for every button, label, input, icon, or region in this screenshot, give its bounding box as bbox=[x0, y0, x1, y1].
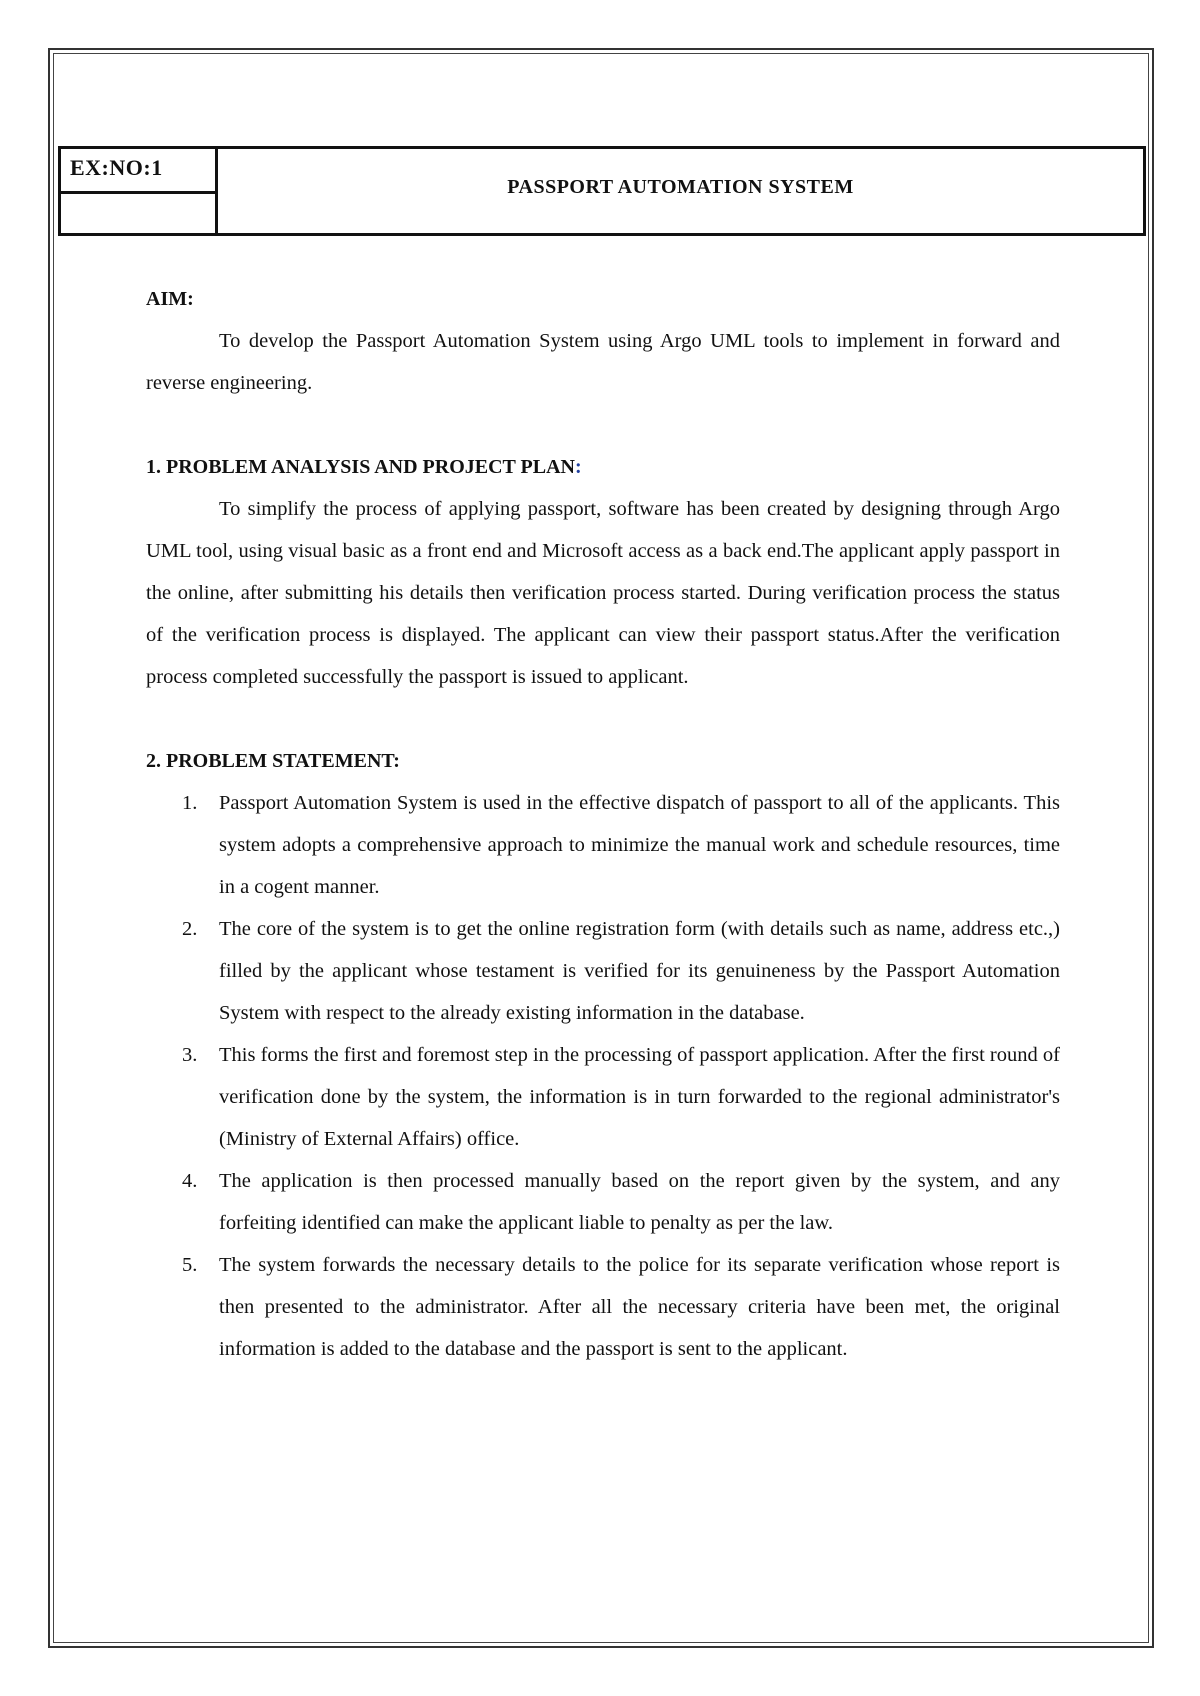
exercise-number: EX:NO:1 bbox=[61, 149, 215, 194]
list-item bbox=[146, 1034, 1060, 1160]
section1-text: To simplify the process of applying passport, software has been created by designing through Argo UML tool, using visual basic as a front end and Microsoft access as a back end.The applicant apply passport in the online, after submitting his details then verification process started. During verification process the status of the verification process is displayed. The applicant can view their passport status.After the verification process completed successfully the passport is issued to applicant. bbox=[146, 498, 1060, 688]
document-body bbox=[146, 278, 1060, 1370]
section2-heading: 2. PROBLEM STATEMENT: bbox=[146, 750, 400, 772]
section1-heading bbox=[146, 446, 1060, 488]
list-item-text: The application is then processed manually based on the report given by the system, and any forfeiting identified can make the applicant liable to penalty as per the law. bbox=[219, 1170, 1060, 1234]
list-item-number: 1. bbox=[182, 792, 198, 814]
list-item-number: 3. bbox=[182, 1044, 198, 1066]
list-item-text: The system forwards the necessary details to the police for its separate verification whose report is then presented to the administrator. After all the necessary criteria have been met, the original information is added to the database and the passport is sent to the applicant. bbox=[219, 1254, 1060, 1360]
list-item-text: Passport Automation System is used in the effective dispatch of passport to all of the applicants. This system adopts a comprehensive approach to minimize the manual work and schedule resources, time in a cogent manner. bbox=[219, 792, 1060, 898]
list-item-text: This forms the first and foremost step in the processing of passport application. After the first round of verification done by the system, the information is in turn forwarded to the regional administrator's (Ministry of External Affairs) office. bbox=[219, 1044, 1060, 1150]
list-item-text: The core of the system is to get the online registration form (with details such as name, address etc.,) filled by the applicant whose testament is verified for its genuineness by the Passport Automation System with respect to the already existing information in the database. bbox=[219, 918, 1060, 1024]
section1-heading-text: 1. PROBLEM ANALYSIS AND PROJECT PLAN bbox=[146, 456, 575, 478]
list-item bbox=[146, 1244, 1060, 1370]
exercise-number-cell bbox=[61, 149, 218, 233]
list-item-number: 4. bbox=[182, 1170, 198, 1192]
problem-statement-list bbox=[146, 782, 1060, 1370]
list-item-number: 2. bbox=[182, 918, 198, 940]
list-item-number: 5. bbox=[182, 1254, 198, 1276]
exercise-date-cell bbox=[61, 194, 215, 233]
spacer bbox=[146, 404, 1060, 446]
header-box bbox=[58, 146, 1146, 236]
list-item bbox=[146, 908, 1060, 1034]
section1-heading-colon: : bbox=[574, 456, 582, 478]
aim-text: To develop the Passport Automation System using Argo UML tools to implement in forward and reverse engineering. bbox=[146, 330, 1060, 394]
aim-heading: AIM: bbox=[146, 288, 194, 310]
document-title: PASSPORT AUTOMATION SYSTEM bbox=[507, 175, 854, 198]
list-item bbox=[146, 782, 1060, 908]
list-item bbox=[146, 1160, 1060, 1244]
spacer bbox=[146, 698, 1060, 740]
